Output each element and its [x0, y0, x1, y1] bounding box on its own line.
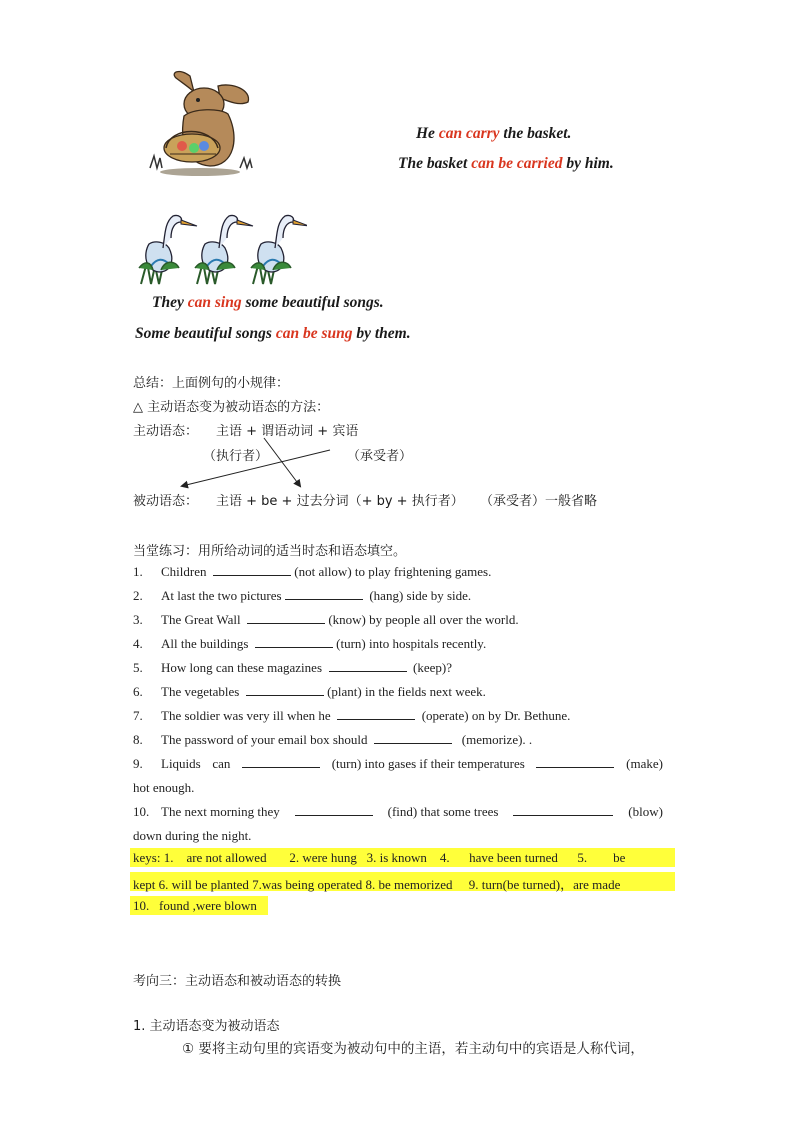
passive-voice-formula: 主语 + be + 过去分词（+ by + 执行者） [216, 494, 464, 509]
three-cranes-image [135, 208, 307, 286]
item-number: 4. [133, 636, 143, 651]
item-text: The Great Wall [161, 612, 241, 627]
section-subtitle: 1. 主动语态变为被动语态 [133, 1019, 280, 1034]
omit-note: （承受者）一般省略 [480, 494, 598, 509]
exercise-item-1 [133, 564, 663, 580]
active-voice-formula: 主语 + 谓语动词 + 宾语 [216, 424, 359, 439]
exercise-item-10-continued: down during the night. [133, 828, 252, 843]
item-text: (make) [626, 756, 663, 771]
item-text: Children [161, 564, 207, 579]
item-number: 2. [133, 588, 143, 603]
summary-title: 总结：上面例句的小规律： [133, 376, 290, 391]
exercise-item-9 [133, 756, 663, 772]
answer-blank[interactable] [255, 636, 333, 648]
exercise-item-6 [133, 684, 663, 700]
exercise-item-4 [133, 636, 663, 652]
sentence-text: The basket [398, 155, 472, 172]
item-text: (blow) [628, 804, 663, 819]
item-text: The vegetables [161, 684, 240, 699]
item-text: (memorize). . [461, 732, 533, 747]
example2-passive-sentence [135, 325, 411, 343]
sentence-verb: can be carried [471, 155, 563, 172]
answer-blank[interactable] [246, 684, 324, 696]
item-text: How long can these magazines [161, 660, 323, 675]
rabbit-with-basket-image [140, 68, 270, 178]
item-text: The soldier was very ill when he [161, 708, 331, 723]
item-text: (turn) into gases if their temperatures [331, 756, 525, 771]
sentence-verb: can be sung [275, 325, 353, 342]
item-number: 10. [133, 804, 150, 819]
answer-blank[interactable] [242, 756, 320, 768]
item-number: 9. [133, 756, 143, 771]
exercise-item-8 [133, 732, 663, 748]
sentence-text: He [416, 125, 439, 142]
sentence-text: by them. [352, 325, 411, 342]
doer-label: （执行者） [203, 449, 269, 464]
sentence-verb: can sing [187, 294, 242, 311]
example2-active-sentence [152, 294, 384, 312]
item-text: (find) that some trees [387, 804, 499, 819]
item-number: 1. [133, 564, 143, 579]
item-text: (know) by people all over the world. [328, 612, 519, 627]
keys-line-3: 10. found ,were blown [133, 898, 257, 913]
receiver-label: （承受者） [347, 449, 413, 464]
answer-blank[interactable] [285, 588, 363, 600]
practice-title: 当堂练习：用所给动词的适当时态和语态填空。 [133, 544, 407, 559]
sentence-text: They [152, 294, 188, 311]
answer-blank[interactable] [513, 804, 613, 816]
keys-line-1: keys: 1. are not allowed 2. were hung 3. is known 4. have been turned 5. be [133, 850, 626, 865]
active-voice-label: 主动语态： [133, 424, 199, 439]
item-number: 5. [133, 660, 143, 675]
item-number: 7. [133, 708, 143, 723]
answer-blank[interactable] [213, 564, 291, 576]
item-text: (plant) in the fields next week. [327, 684, 486, 699]
item-text: (turn) into hospitals recently. [336, 636, 487, 651]
exercise-item-10 [133, 804, 663, 820]
item-text: The next morning they [161, 804, 280, 819]
method-title: △ 主动语态变为被动语态的方法： [133, 400, 330, 415]
passive-voice-label: 被动语态： [133, 494, 199, 509]
answer-blank[interactable] [337, 708, 415, 720]
item-text: can [212, 756, 231, 771]
exercise-item-9-continued: hot enough. [133, 780, 195, 795]
sentence-text: by him. [562, 155, 614, 172]
exercise-item-7 [133, 708, 663, 724]
exercise-item-3 [133, 612, 663, 628]
answer-blank[interactable] [536, 756, 614, 768]
answer-blank[interactable] [329, 660, 407, 672]
sentence-text: Some beautiful songs [135, 325, 276, 342]
exercise-item-2 [133, 588, 663, 604]
item-text: (not allow) to play frightening games. [294, 564, 492, 579]
item-text: (keep)? [413, 660, 452, 675]
section-title: 考向三：主动语态和被动语态的转换 [133, 974, 342, 989]
example1-passive-sentence [398, 155, 614, 173]
sentence-verb: can carry [438, 125, 500, 142]
sentence-text: the basket. [499, 125, 572, 142]
answer-blank[interactable] [374, 732, 452, 744]
answer-blank[interactable] [247, 612, 325, 624]
example1-active-sentence [416, 125, 571, 143]
exercise-item-5 [133, 660, 663, 676]
item-number: 8. [133, 732, 143, 747]
item-text: All the buildings [161, 636, 249, 651]
section-note: ① 要将主动句里的宾语变为被动句中的主语，若主动句中的宾语是人称代词， [182, 1041, 644, 1057]
answer-blank[interactable] [295, 804, 373, 816]
item-number: 3. [133, 612, 143, 627]
item-text: (operate) on by Dr. Bethune. [421, 708, 571, 723]
item-text: The password of your email box should [161, 732, 368, 747]
item-text: (hang) side by side. [369, 588, 472, 603]
sentence-text: some beautiful songs. [241, 294, 384, 311]
item-number: 6. [133, 684, 143, 699]
item-text: At last the two pictures [161, 588, 282, 603]
answer-keys [130, 848, 675, 920]
transformation-arrows-diagram [170, 436, 350, 492]
keys-line-2: kept 6. will be planted 7.was being operated 8. be memorized 9. turn(be turned)，are made [133, 877, 621, 892]
item-text: Liquids [161, 756, 201, 771]
